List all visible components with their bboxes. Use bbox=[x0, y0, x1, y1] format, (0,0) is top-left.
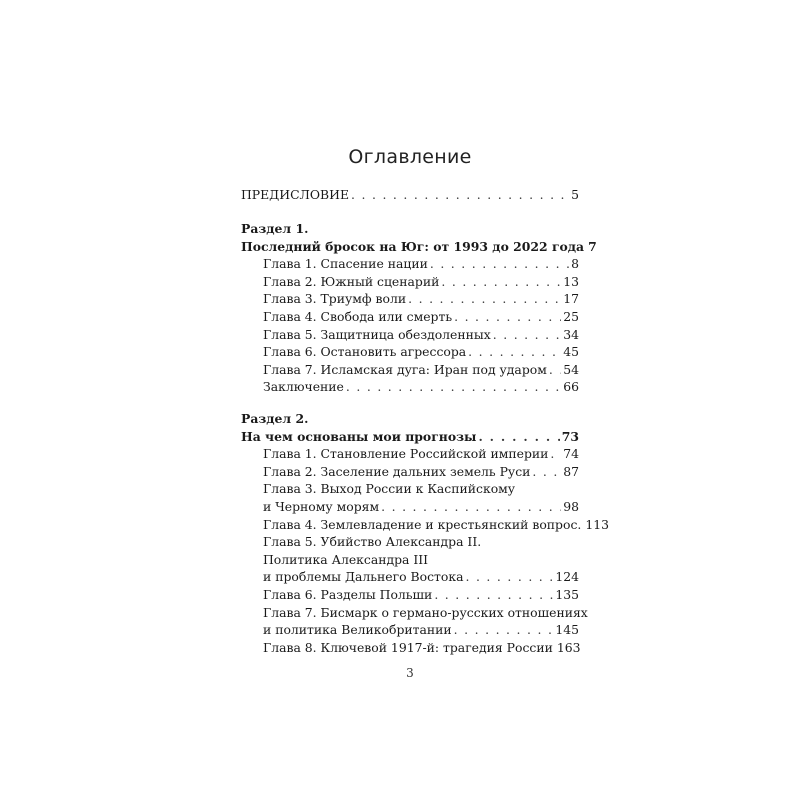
entry-title: Глава 8. Ключевой 1917-й: трагедия России bbox=[263, 639, 553, 655]
entry-page: 17 bbox=[563, 291, 579, 307]
dot-leader bbox=[478, 428, 559, 446]
dot-leader bbox=[454, 308, 561, 326]
toc-entry[interactable] bbox=[241, 378, 579, 396]
section-label bbox=[241, 410, 579, 428]
toc-section-1 bbox=[241, 220, 597, 396]
entry-page: 145 bbox=[555, 622, 579, 638]
dot-leader bbox=[381, 498, 561, 516]
entry-page: 34 bbox=[563, 326, 579, 342]
toc-entry[interactable] bbox=[241, 568, 579, 586]
entry-page: 45 bbox=[563, 344, 579, 360]
toc-entry-section-2[interactable] bbox=[241, 428, 579, 446]
entry-title: Глава 1. Спасение нации bbox=[263, 256, 428, 272]
dot-leader bbox=[468, 343, 561, 361]
dot-leader bbox=[493, 326, 561, 344]
entry-title: Заключение bbox=[263, 379, 344, 395]
toc-entry[interactable] bbox=[241, 445, 579, 463]
entry-title: Глава 6. Остановить агрессора bbox=[263, 344, 467, 360]
dot-leader bbox=[465, 568, 553, 586]
dot-leader bbox=[441, 273, 561, 291]
entry-page: 98 bbox=[563, 498, 579, 514]
toc-section-2 bbox=[241, 410, 609, 656]
dot-leader bbox=[351, 186, 569, 204]
dot-leader bbox=[434, 586, 553, 604]
toc-entry[interactable] bbox=[241, 308, 579, 326]
section-label-text: Раздел 2. bbox=[241, 411, 309, 426]
dot-leader bbox=[454, 621, 554, 639]
toc-entry[interactable] bbox=[241, 639, 579, 657]
dot-leader bbox=[549, 361, 561, 379]
dot-leader bbox=[430, 255, 569, 273]
dot-leader bbox=[408, 290, 561, 308]
entry-title: Глава 4. Землевладение и крестьянский вопрос. bbox=[263, 516, 582, 532]
entry-page: 5 bbox=[571, 187, 579, 202]
toc-entry[interactable] bbox=[241, 273, 579, 291]
entry-page: 54 bbox=[563, 361, 579, 377]
toc-entry-line bbox=[241, 533, 579, 551]
toc-entry-preface[interactable] bbox=[241, 186, 579, 204]
book-page bbox=[241, 0, 609, 800]
toc-title: Оглавление bbox=[348, 146, 472, 168]
entry-title-line: Политика Александра III bbox=[263, 551, 429, 567]
entry-title: Глава 3. Триумф воли bbox=[263, 291, 407, 307]
toc-entry[interactable] bbox=[241, 343, 579, 361]
entry-page: 73 bbox=[561, 428, 579, 444]
entry-title: Глава 2. Заселение дальних земель Руси bbox=[263, 463, 531, 479]
toc-entry[interactable] bbox=[241, 290, 579, 308]
toc-entry-line bbox=[241, 551, 579, 569]
dot-leader bbox=[532, 463, 561, 481]
dot-leader bbox=[346, 378, 561, 396]
page-number: 3 bbox=[406, 666, 414, 680]
toc-entry[interactable] bbox=[241, 326, 579, 344]
entry-page: 87 bbox=[563, 463, 579, 479]
entry-title: Глава 6. Разделы Польши bbox=[263, 586, 433, 602]
toc-preface bbox=[241, 186, 579, 204]
toc-entry-line bbox=[241, 604, 588, 622]
toc-entry[interactable] bbox=[241, 255, 579, 273]
toc-entry-line bbox=[241, 480, 579, 498]
entry-title: и проблемы Дальнего Востока bbox=[263, 569, 464, 585]
entry-page: 74 bbox=[563, 446, 579, 462]
entry-title: Последний бросок на Юг: от 1993 до 2022 года bbox=[241, 238, 585, 254]
toc-entry[interactable] bbox=[241, 361, 579, 379]
entry-page: 8 bbox=[571, 256, 579, 272]
entry-title: Глава 2. Южный сценарий bbox=[263, 273, 440, 289]
entry-page: 113 bbox=[585, 516, 609, 532]
entry-page: 124 bbox=[555, 569, 579, 585]
toc-entry[interactable] bbox=[241, 516, 609, 534]
toc-entry[interactable] bbox=[241, 586, 579, 604]
entry-page: 25 bbox=[563, 308, 579, 324]
section-label bbox=[241, 220, 579, 238]
entry-page: 7 bbox=[588, 238, 597, 254]
entry-title-line: Глава 3. Выход России к Каспийскому bbox=[263, 481, 516, 497]
entry-page: 163 bbox=[556, 639, 581, 655]
entry-title: и Черному морям bbox=[263, 498, 380, 514]
entry-title-line: Глава 7. Бисмарк о германо-русских отношениях bbox=[263, 604, 588, 620]
entry-title: Глава 7. Исламская дуга: Иран под ударом bbox=[263, 361, 547, 377]
entry-page: 135 bbox=[555, 586, 579, 602]
toc-entry-section-1[interactable] bbox=[241, 238, 597, 256]
entry-title: Глава 5. Защитница обездоленных bbox=[263, 326, 491, 342]
toc-entry[interactable] bbox=[241, 498, 579, 516]
entry-title: Глава 1. Становление Российской империи bbox=[263, 446, 549, 462]
section-label-text: Раздел 1. bbox=[241, 221, 309, 236]
entry-title-line: Глава 5. Убийство Александра II. bbox=[263, 534, 482, 550]
entry-title: ПРЕДИСЛОВИЕ bbox=[241, 187, 350, 202]
toc-entry[interactable] bbox=[241, 463, 579, 481]
entry-page: 13 bbox=[563, 273, 579, 289]
dot-leader bbox=[550, 445, 561, 463]
entry-title: и политика Великобритании bbox=[263, 622, 452, 638]
entry-title: Глава 4. Свобода или смерть bbox=[263, 308, 453, 324]
entry-title: На чем основаны мои прогнозы bbox=[241, 428, 477, 444]
entry-page: 66 bbox=[563, 379, 579, 395]
toc-entry[interactable] bbox=[241, 621, 579, 639]
